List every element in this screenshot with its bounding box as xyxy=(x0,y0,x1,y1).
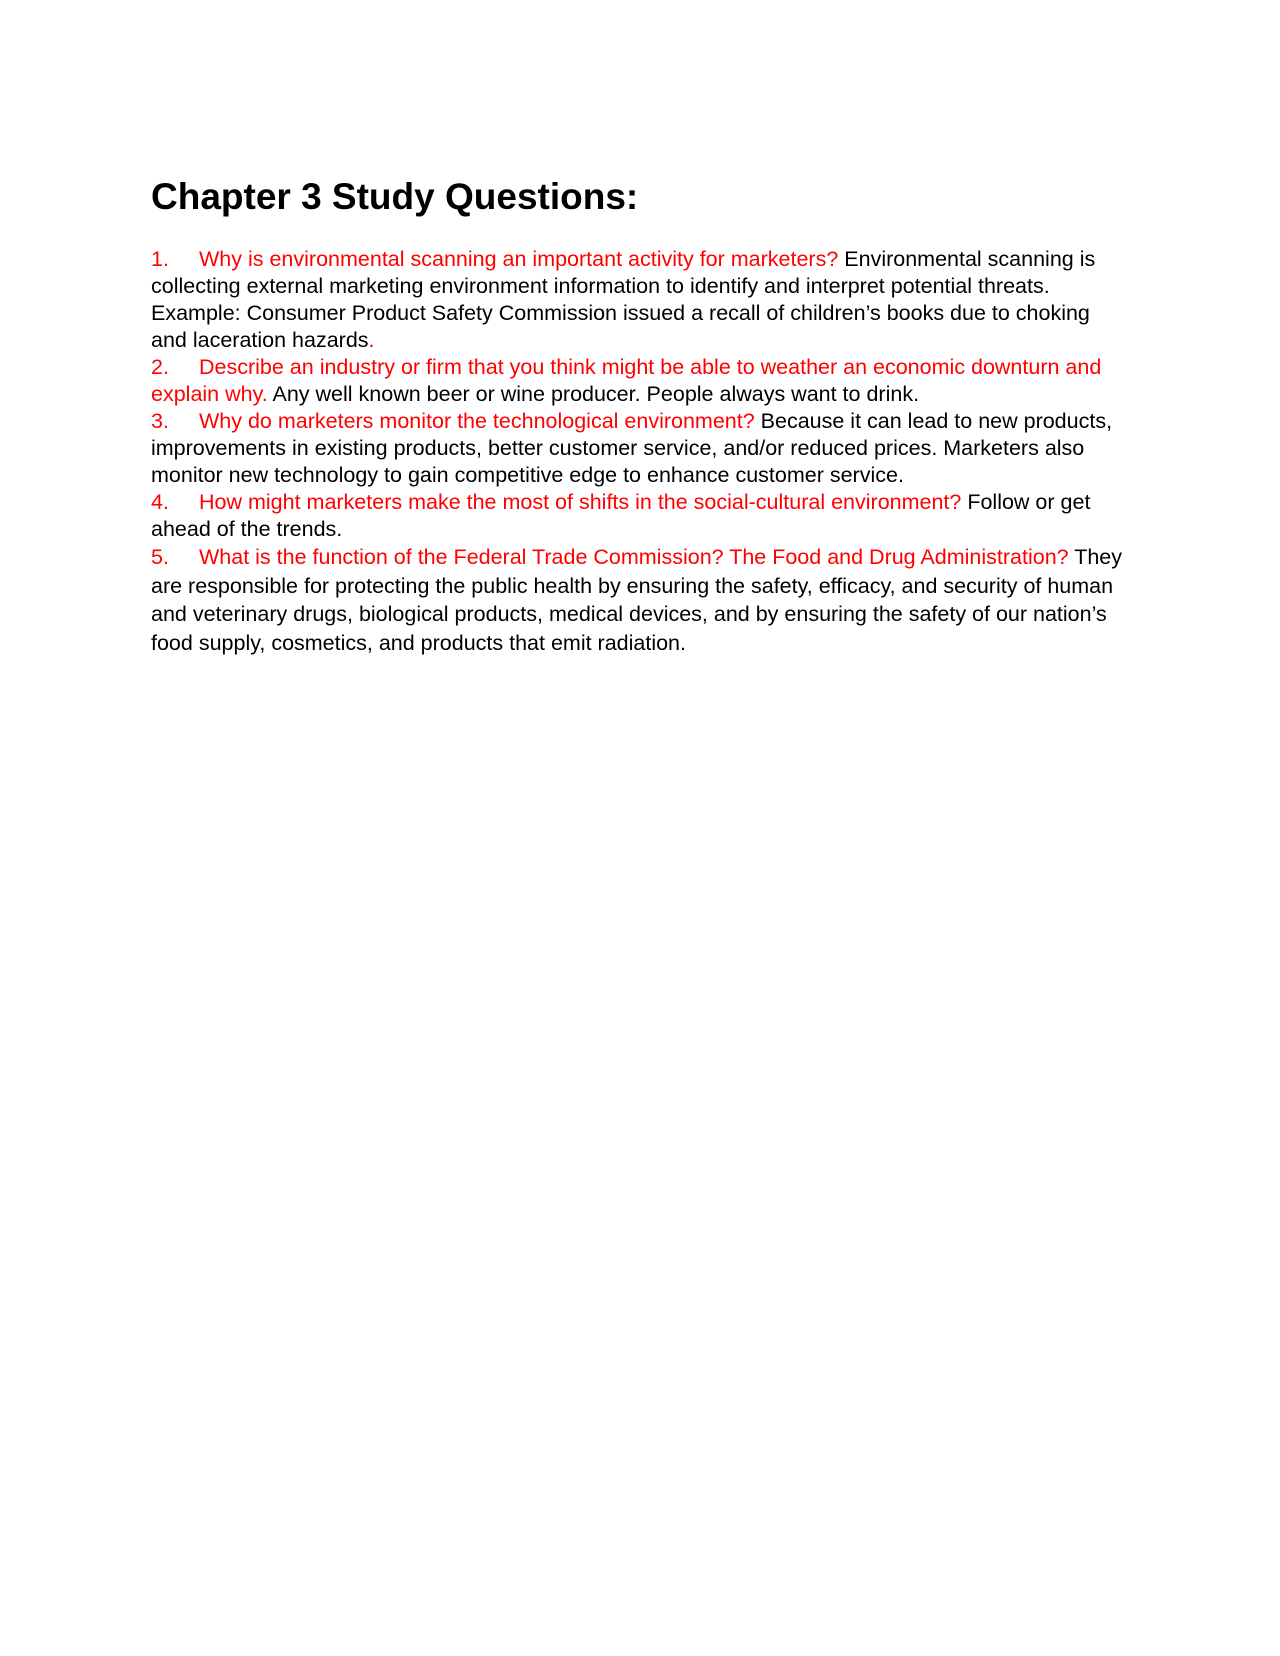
list-item xyxy=(151,489,1131,543)
list-item xyxy=(151,246,1131,354)
item-number: 3. xyxy=(151,409,169,433)
answer-text: Because it can lead to new products, improvements in existing products, better customer service, and/or reduced prices. Marketers also monitor new technology to gain competitive edge to enhance customer service. xyxy=(151,409,1113,487)
item-number: 2. xyxy=(151,355,169,379)
list-item xyxy=(151,354,1131,408)
question-text: Describe an industry or firm that you think might be able to weather an economic downturn and explain why. xyxy=(151,355,1102,406)
trailing-period: . xyxy=(368,328,375,352)
answer-text: Any well known beer or wine producer. People always want to drink. xyxy=(267,382,920,406)
list-item xyxy=(151,408,1131,489)
document-page xyxy=(151,172,1131,657)
answer-text: They are responsible for protecting the public health by ensuring the safety, efficacy, and security of human and veterinary drugs, biological products, medical devices, and by ensuring the safety of our nation’s food supply, cosmetics, and products that emit radiation. xyxy=(151,545,1122,655)
list-item xyxy=(151,543,1131,657)
page-title: Chapter 3 Study Questions: xyxy=(151,176,639,217)
question-list xyxy=(151,246,1131,657)
question-text: How might marketers make the most of shifts in the social-cultural environment? xyxy=(199,490,962,514)
item-number: 1. xyxy=(151,247,169,271)
question-text: Why is environmental scanning an important activity for marketers? xyxy=(199,247,839,271)
item-number: 5. xyxy=(151,545,169,569)
answer-text: Environmental scanning is collecting external marketing environment information to identify and interpret potential threats. Example: Consumer Product Safety Commission issued a recall of children’s books due to choking and laceration hazards xyxy=(151,247,1096,352)
answer-text: Follow or get ahead of the trends. xyxy=(151,490,1091,541)
question-text: Why do marketers monitor the technological environment? xyxy=(199,409,755,433)
item-number: 4. xyxy=(151,490,169,514)
question-text: What is the function of the Federal Trade Commission? The Food and Drug Administration? xyxy=(199,545,1069,569)
